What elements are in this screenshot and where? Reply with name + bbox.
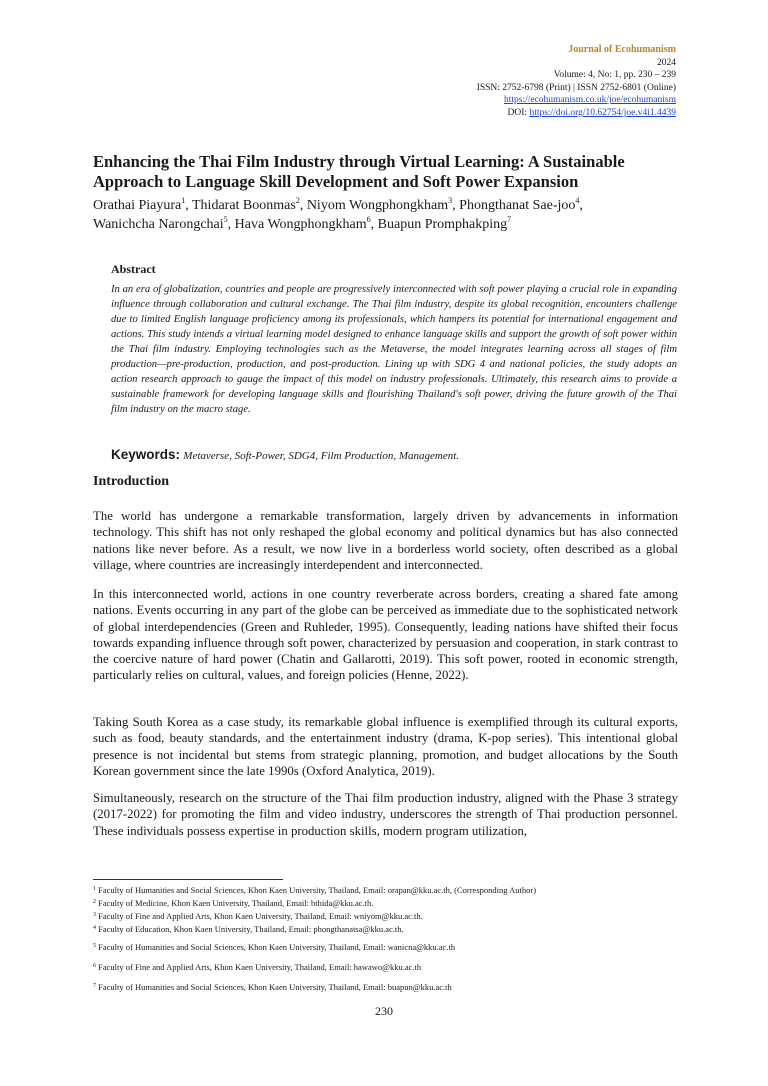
footnote-text: Faculty of Medicine, Khon Kaen University, Thailand, Email: bthida@kku.ac.th. — [98, 898, 374, 908]
footnote — [93, 924, 683, 935]
page-number: 230 — [375, 1004, 393, 1018]
keywords-label: Keywords: — [111, 447, 181, 462]
author-separator: , — [299, 198, 307, 213]
author-affiliation-mark: 1 — [181, 196, 186, 205]
footnote-mark: 2 — [93, 899, 96, 905]
footnote — [93, 942, 683, 953]
intro-paragraph: The world has undergone a remarkable transformation, largely driven by advancements in information technology. This shift has not only reshaped the global economy and political dynamics but has also connected nations like never before. As a result, we now live in a borderless world society, often described as a global village, where countries are increasingly interdependent and interconnected. — [93, 509, 678, 572]
footnote — [93, 911, 683, 922]
author-affiliation-mark: 7 — [507, 215, 512, 224]
journal-year: 2024 — [657, 57, 676, 68]
footnote-mark: 5 — [93, 943, 96, 949]
intro-paragraph: In this interconnected world, actions in one country reverberate across borders, creating a shared fate among nations. Events occurring in any part of the globe can be perceived as immediate due to the sophisticated network of global interdependencies (Green and Ruhleder, 1995). Consequently, leading nations have shifted their focus towards expanding influence through soft power, characterized by persuasion and cooperation, in stark contrast to the coercive nature of hard power (Chatin and Gallarotti, 2019). This soft power, rooted in economic strength, particularly relies on cultural, values, and foreign policies (Henne, 2022). — [93, 587, 678, 683]
author-affiliation-mark: 3 — [448, 196, 453, 205]
author-list — [93, 196, 683, 234]
author-affiliation-mark: 6 — [366, 215, 371, 224]
journal-url-link[interactable]: https://ecohumanism.co.uk/joe/ecohumanism — [503, 95, 676, 106]
author-name: Phongthanat Sae-joo — [459, 198, 576, 213]
footnote — [93, 962, 683, 973]
author-name: Thidarat Boonmas — [192, 198, 296, 213]
doi-link[interactable]: https://doi.org/10.62754/joe.v4i1.4439 — [529, 107, 676, 118]
author-separator: , — [370, 217, 378, 232]
intro-paragraph: Taking South Korea as a case study, its remarkable global influence is exemplified through its cultural exports, such as food, beauty standards, and the entertainment industry (drama, K-pop series). This intentional global presence is not incidental but stems from strategic planning, promotion, and budget allocations by the South Korean government since the late 1990s (Oxford Analytica, 2019). — [93, 715, 678, 778]
footnote-mark: 3 — [93, 912, 96, 918]
footnote-mark: 1 — [93, 886, 96, 892]
journal-name: Journal of Ecohumanism — [568, 44, 676, 55]
author-name: Buapun Promphakping — [377, 217, 508, 232]
paper-title: Enhancing the Thai Film Industry through Virtual Learning: A Sustainable Approach to Language Skill Development and Soft Power Expansion — [93, 152, 625, 191]
footnote — [93, 898, 683, 909]
doi-label: DOI: — [507, 107, 530, 118]
footnote-divider — [93, 879, 283, 880]
keywords-text: Metaverse, Soft-Power, SDG4, Film Production, Management. — [183, 450, 460, 462]
footnote-text: Faculty of Humanities and Social Sciences, Khon Kaen University, Thailand, Email: buapun@kku.ac.th — [98, 982, 452, 992]
keywords-line — [111, 447, 459, 463]
journal-volume: Volume: 4, No: 1, pp. 230 – 239 — [553, 70, 676, 81]
intro-paragraph: Simultaneously, research on the structure of the Thai film production industry, aligned with the Phase 3 strategy (2017-2022) for promoting the film and video industry, underscores the strength of Thai production personnel. These individuals possess expertise in production skills, modern program utilization, — [93, 791, 678, 838]
footnote-mark: 7 — [93, 983, 96, 989]
footnote — [93, 982, 683, 993]
footnote-text: Faculty of Fine and Applied Arts, Khon Kaen University, Thailand, Email: hawawo@kku.ac.th — [98, 962, 422, 972]
footnote-text: Faculty of Humanities and Social Sciences, Khon Kaen University, Thailand, Email: orapan@kku.ac.th, (Corresponding Author) — [98, 885, 537, 895]
footnote — [93, 885, 683, 896]
author-name: Orathai Piayura — [93, 198, 182, 213]
abstract-text: In an era of globalization, countries and people are progressively interconnected with soft power playing a crucial role in expanding influence through collaboration and cultural exchange. The Thai film industry, despite its global recognition, encounters challenge due to limited English language proficiency among its professionals, which hampers its potential for international engagement and actions. This study intends a virtual learning model designed to enhance language skills and support the growth of soft power within the Thai film industry. Employing technologies such as the Metaverse, the model integrates learning across all stages of film production—pre-production, production, and post-production. Lining up with SDG 4 and national policies, the study adopts an action research approach to gauge the impact of this model on industry professionals. Ultimately, this research aims to provide a sustainable framework for developing language skills and flourishing Thailand's soft power, driving the future growth of the Thai film industry on the macro stage. — [111, 284, 677, 415]
author-name: Niyom Wongphongkham — [306, 198, 449, 213]
author-separator: , — [452, 198, 460, 213]
author-separator: , — [185, 198, 192, 213]
introduction-heading: Introduction — [93, 474, 169, 489]
author-separator: , — [579, 198, 583, 213]
abstract-heading: Abstract — [111, 262, 156, 276]
footnote-text: Faculty of Education, Khon Kaen University, Thailand, Email: phongthanatsa@kku.ac.th. — [98, 924, 404, 934]
footnote-text: Faculty of Fine and Applied Arts, Khon Kaen University, Thailand, Email: wniyom@kku.ac.th. — [98, 911, 423, 921]
journal-header — [477, 44, 676, 120]
footnote-mark: 4 — [93, 925, 96, 931]
author-separator: , — [227, 217, 235, 232]
author-name: Wanichcha Narongchai — [93, 217, 224, 232]
footnote-text: Faculty of Humanities and Social Sciences, Khon Kaen University, Thailand, Email: wanicna@kku.ac.th — [98, 942, 456, 952]
author-affiliation-mark: 5 — [223, 215, 228, 224]
journal-issn: ISSN: 2752-6798 (Print) | ISSN 2752-6801 (Online) — [476, 82, 676, 93]
author-name: Hava Wongphongkham — [234, 217, 367, 232]
author-affiliation-mark: 2 — [295, 196, 300, 205]
footnote-mark: 6 — [93, 963, 96, 969]
author-affiliation-mark: 4 — [575, 196, 580, 205]
